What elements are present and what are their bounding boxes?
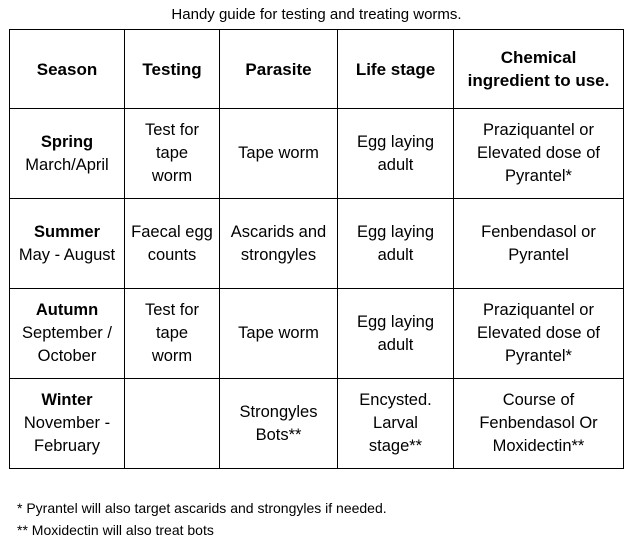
testing-cell <box>125 109 220 199</box>
header-life-stage: Life stage <box>338 30 454 109</box>
header-testing: Testing <box>125 30 220 109</box>
parasite-cell <box>220 199 338 289</box>
table-row <box>10 199 624 289</box>
chemical-cell <box>454 289 624 379</box>
season-name: Winter <box>41 391 93 409</box>
header-chemical: Chemical ingredient to use. <box>454 30 624 109</box>
parasite-text: Ascarids and strongyles <box>230 222 327 264</box>
header-season: Season <box>10 30 125 109</box>
life-stage-text: Encysted. Larval stage** <box>359 391 432 455</box>
season-name: Spring <box>40 132 94 151</box>
worm-guide-table <box>9 29 624 469</box>
chemical-cell <box>454 109 624 199</box>
season-months: September / October <box>22 324 112 365</box>
header-row <box>10 30 624 109</box>
table-row <box>10 109 624 199</box>
testing-text: Faecal egg counts <box>131 222 213 264</box>
chemical-text: Praziquantel or Elevated dose of Pyrantel* <box>477 121 600 185</box>
season-cell <box>10 109 125 199</box>
parasite-text: Strongyles Bots** <box>239 402 318 444</box>
season-name: Summer <box>33 222 101 241</box>
testing-cell <box>125 199 220 289</box>
season-cell <box>10 379 125 469</box>
parasite-text: Tape worm <box>238 324 319 342</box>
chemical-text: Fenbendasol or Pyrantel <box>481 222 596 264</box>
chemical-cell <box>454 379 624 469</box>
parasite-cell <box>220 109 338 199</box>
life-stage-cell <box>338 379 454 469</box>
season-cell <box>10 199 125 289</box>
season-months: May - August <box>18 245 116 264</box>
table-row <box>10 379 624 469</box>
season-months: November - February <box>23 414 111 455</box>
testing-cell <box>125 379 220 469</box>
testing-text: Test for tape worm <box>144 121 200 185</box>
parasite-cell <box>220 379 338 469</box>
footnote: * Pyrantel will also target ascarids and strongyles if needed. <box>17 500 387 516</box>
season-cell <box>10 289 125 379</box>
season-name: Autumn <box>35 301 99 319</box>
footnotes <box>17 497 387 541</box>
life-stage-cell <box>338 289 454 379</box>
life-stage-cell <box>338 199 454 289</box>
chemical-cell <box>454 199 624 289</box>
parasite-cell <box>220 289 338 379</box>
header-parasite: Parasite <box>220 30 338 109</box>
life-stage-text: Egg laying adult <box>356 312 435 354</box>
testing-text: Test for tape worm <box>144 301 200 365</box>
season-months: March/April <box>25 155 109 174</box>
testing-cell <box>125 289 220 379</box>
chemical-text: Course of Fenbendasol Or Moxidectin** <box>479 391 598 455</box>
footnote: ** Moxidectin will also treat bots <box>17 522 214 538</box>
page-title: Handy guide for testing and treating worms. <box>171 6 462 23</box>
life-stage-text: Egg laying adult <box>356 132 435 174</box>
table-row <box>10 289 624 379</box>
life-stage-cell <box>338 109 454 199</box>
parasite-text: Tape worm <box>238 144 319 162</box>
life-stage-text: Egg laying adult <box>356 222 435 264</box>
chemical-text: Praziquantel or Elevated dose of Pyrantel* <box>477 301 600 365</box>
